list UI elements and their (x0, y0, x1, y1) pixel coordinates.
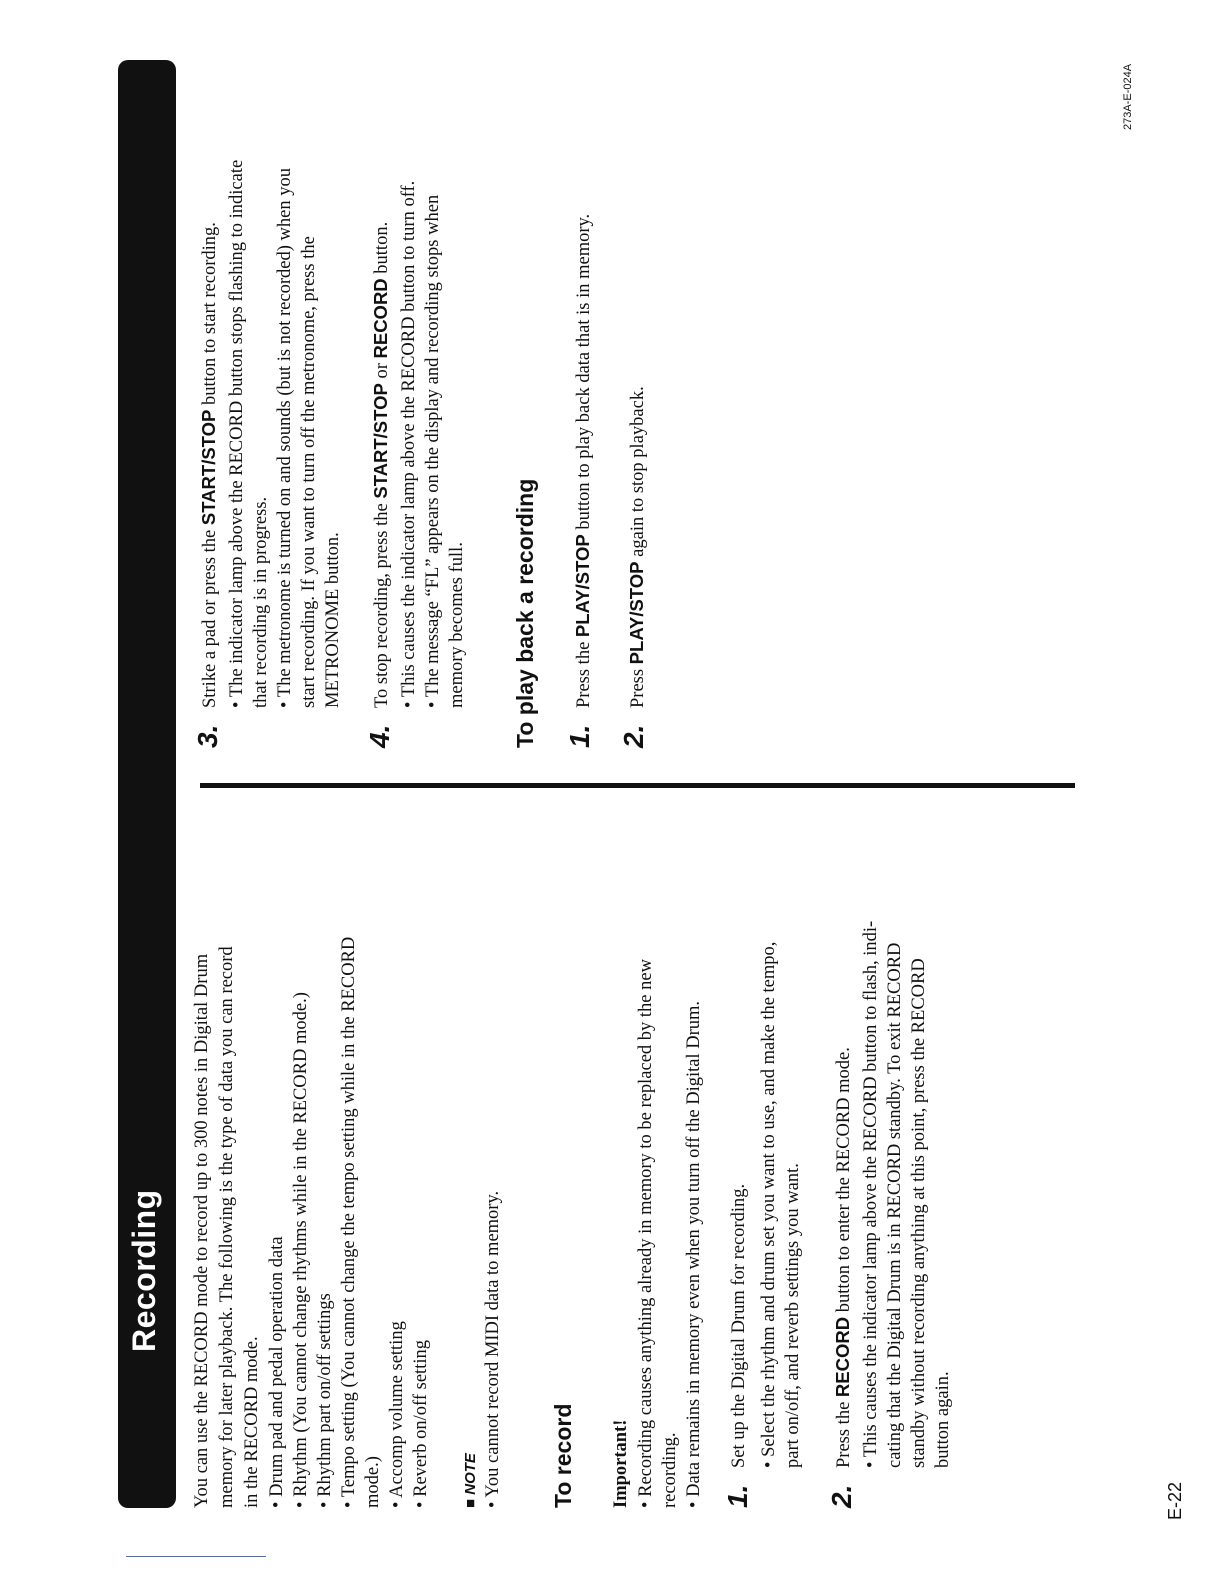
step-4-mid: or (372, 358, 392, 384)
step-4-post: button. (372, 221, 392, 279)
step-3-pre: Strike a pad or press the (200, 525, 220, 708)
playback-step-1-number: 1. (564, 724, 595, 748)
step-3-sub: METRONOME button. (323, 532, 343, 708)
list-item: • Reverb on/off setting (411, 1340, 431, 1508)
pb1-pre: Press the (574, 637, 594, 708)
intro-line: in the RECORD mode. (242, 1336, 262, 1508)
pb1-post: button to play back data that is in memory. (574, 213, 594, 535)
list-item: • Rhythm part on/off settings (315, 1293, 335, 1508)
step-3-sub: start recording. If you want to turn off the metronome, press the (299, 236, 319, 708)
step-2-sub: cating that the Digital Drum is in RECORD standby. To exit RECORD (885, 942, 905, 1468)
step-4-pre: To stop recording, press the (372, 498, 392, 708)
step-2-sub: standby without recording anything at this point, press the RECORD (909, 958, 929, 1468)
intro-line: You can use the RECORD mode to record up to 300 notes in Digital Drum (192, 953, 212, 1508)
step-3-post: button to start recording. (200, 222, 220, 410)
step-4-sub: • The message “FL” appears on the display and recording stops when (423, 194, 443, 708)
note-text: • You cannot record MIDI data to memory. (483, 1190, 503, 1508)
step-4-text (372, 222, 392, 708)
step-2-sub: button again. (933, 1371, 953, 1468)
list-item: • Drum pad and pedal operation data (267, 1236, 287, 1508)
note-label (462, 1453, 479, 1508)
list-item: mode.) (363, 1456, 383, 1508)
step-1-text: Set up the Digital Drum for recording. (729, 1183, 749, 1468)
step-3-sub: • The metronome is turned on and sounds (but is not recorded) when you (275, 168, 295, 708)
step-4-sub: memory becomes full. (447, 542, 467, 708)
page-title: Recording (126, 1189, 162, 1352)
playback-step-2-number: 2. (618, 724, 649, 748)
note-label-text: NOTE (462, 1453, 479, 1495)
step-3-text (200, 222, 220, 708)
step-3-sub: that recording is in progress. (251, 496, 271, 708)
step-1-sub: part on/off, and reverb settings you want. (783, 1163, 803, 1468)
step-4-number: 4. (364, 724, 395, 748)
play-stop-label: PLAY/STOP (572, 534, 593, 638)
column-divider (200, 783, 1075, 788)
page-number: E-22 (1165, 1481, 1185, 1520)
important-line: • Recording causes anything already in memory to be replaced by the new (636, 959, 656, 1508)
step-2-number: 2. (826, 1484, 857, 1508)
note-marker-icon: ■ (462, 1494, 479, 1508)
important-line: recording. (660, 1432, 680, 1508)
start-stop-label: START/STOP (198, 409, 219, 526)
step-1-number: 1. (722, 1484, 753, 1508)
list-item: • Tempo setting (You cannot change the tempo setting while in the RECORD (339, 936, 359, 1508)
step-2-sub: • This causes the indicator lamp above the RECORD button to flash, indi- (861, 920, 881, 1468)
record-button-label: RECORD (370, 278, 391, 359)
intro-line: memory for later playback. The following is the type of data you can record (217, 946, 237, 1508)
list-item: • Rhythm (You cannot change rhythms while in the RECORD mode.) (291, 992, 311, 1508)
record-button-label: RECORD (832, 1316, 853, 1398)
step-3-number: 3. (192, 724, 223, 748)
playback-step-1-text (574, 214, 594, 708)
heading-to-record: To record (550, 1403, 576, 1508)
important-label: Important! (611, 1419, 631, 1508)
step-4-sub: • This causes the indicator lamp above the RECORD button to turn off. (399, 180, 419, 708)
bottom-rule (126, 1556, 266, 1557)
pb2-pre: Press (628, 664, 648, 708)
heading-playback: To play back a recording (512, 478, 538, 748)
step-2-post: button to enter the RECORD mode. (834, 1047, 854, 1317)
pb2-post: again to stop playback. (628, 386, 648, 562)
playback-step-2-text (628, 386, 648, 708)
important-line: • Data remains in memory even when you turn off the Digital Drum. (684, 1000, 704, 1508)
play-stop-label: PLAY/STOP (626, 561, 647, 665)
start-stop-label: START/STOP (370, 383, 391, 499)
list-item: • Accomp volume setting (387, 1321, 407, 1508)
doc-code: 273A-E-024A (1122, 63, 1134, 130)
step-2-text (834, 1047, 854, 1468)
step-1-sub: • Select the rhythm and drum set you want to use, and make the tempo, (759, 941, 779, 1468)
step-2-pre: Press the (834, 1397, 854, 1468)
step-3-sub: • The indicator lamp above the RECORD button stops flashing to indicate (227, 159, 247, 708)
